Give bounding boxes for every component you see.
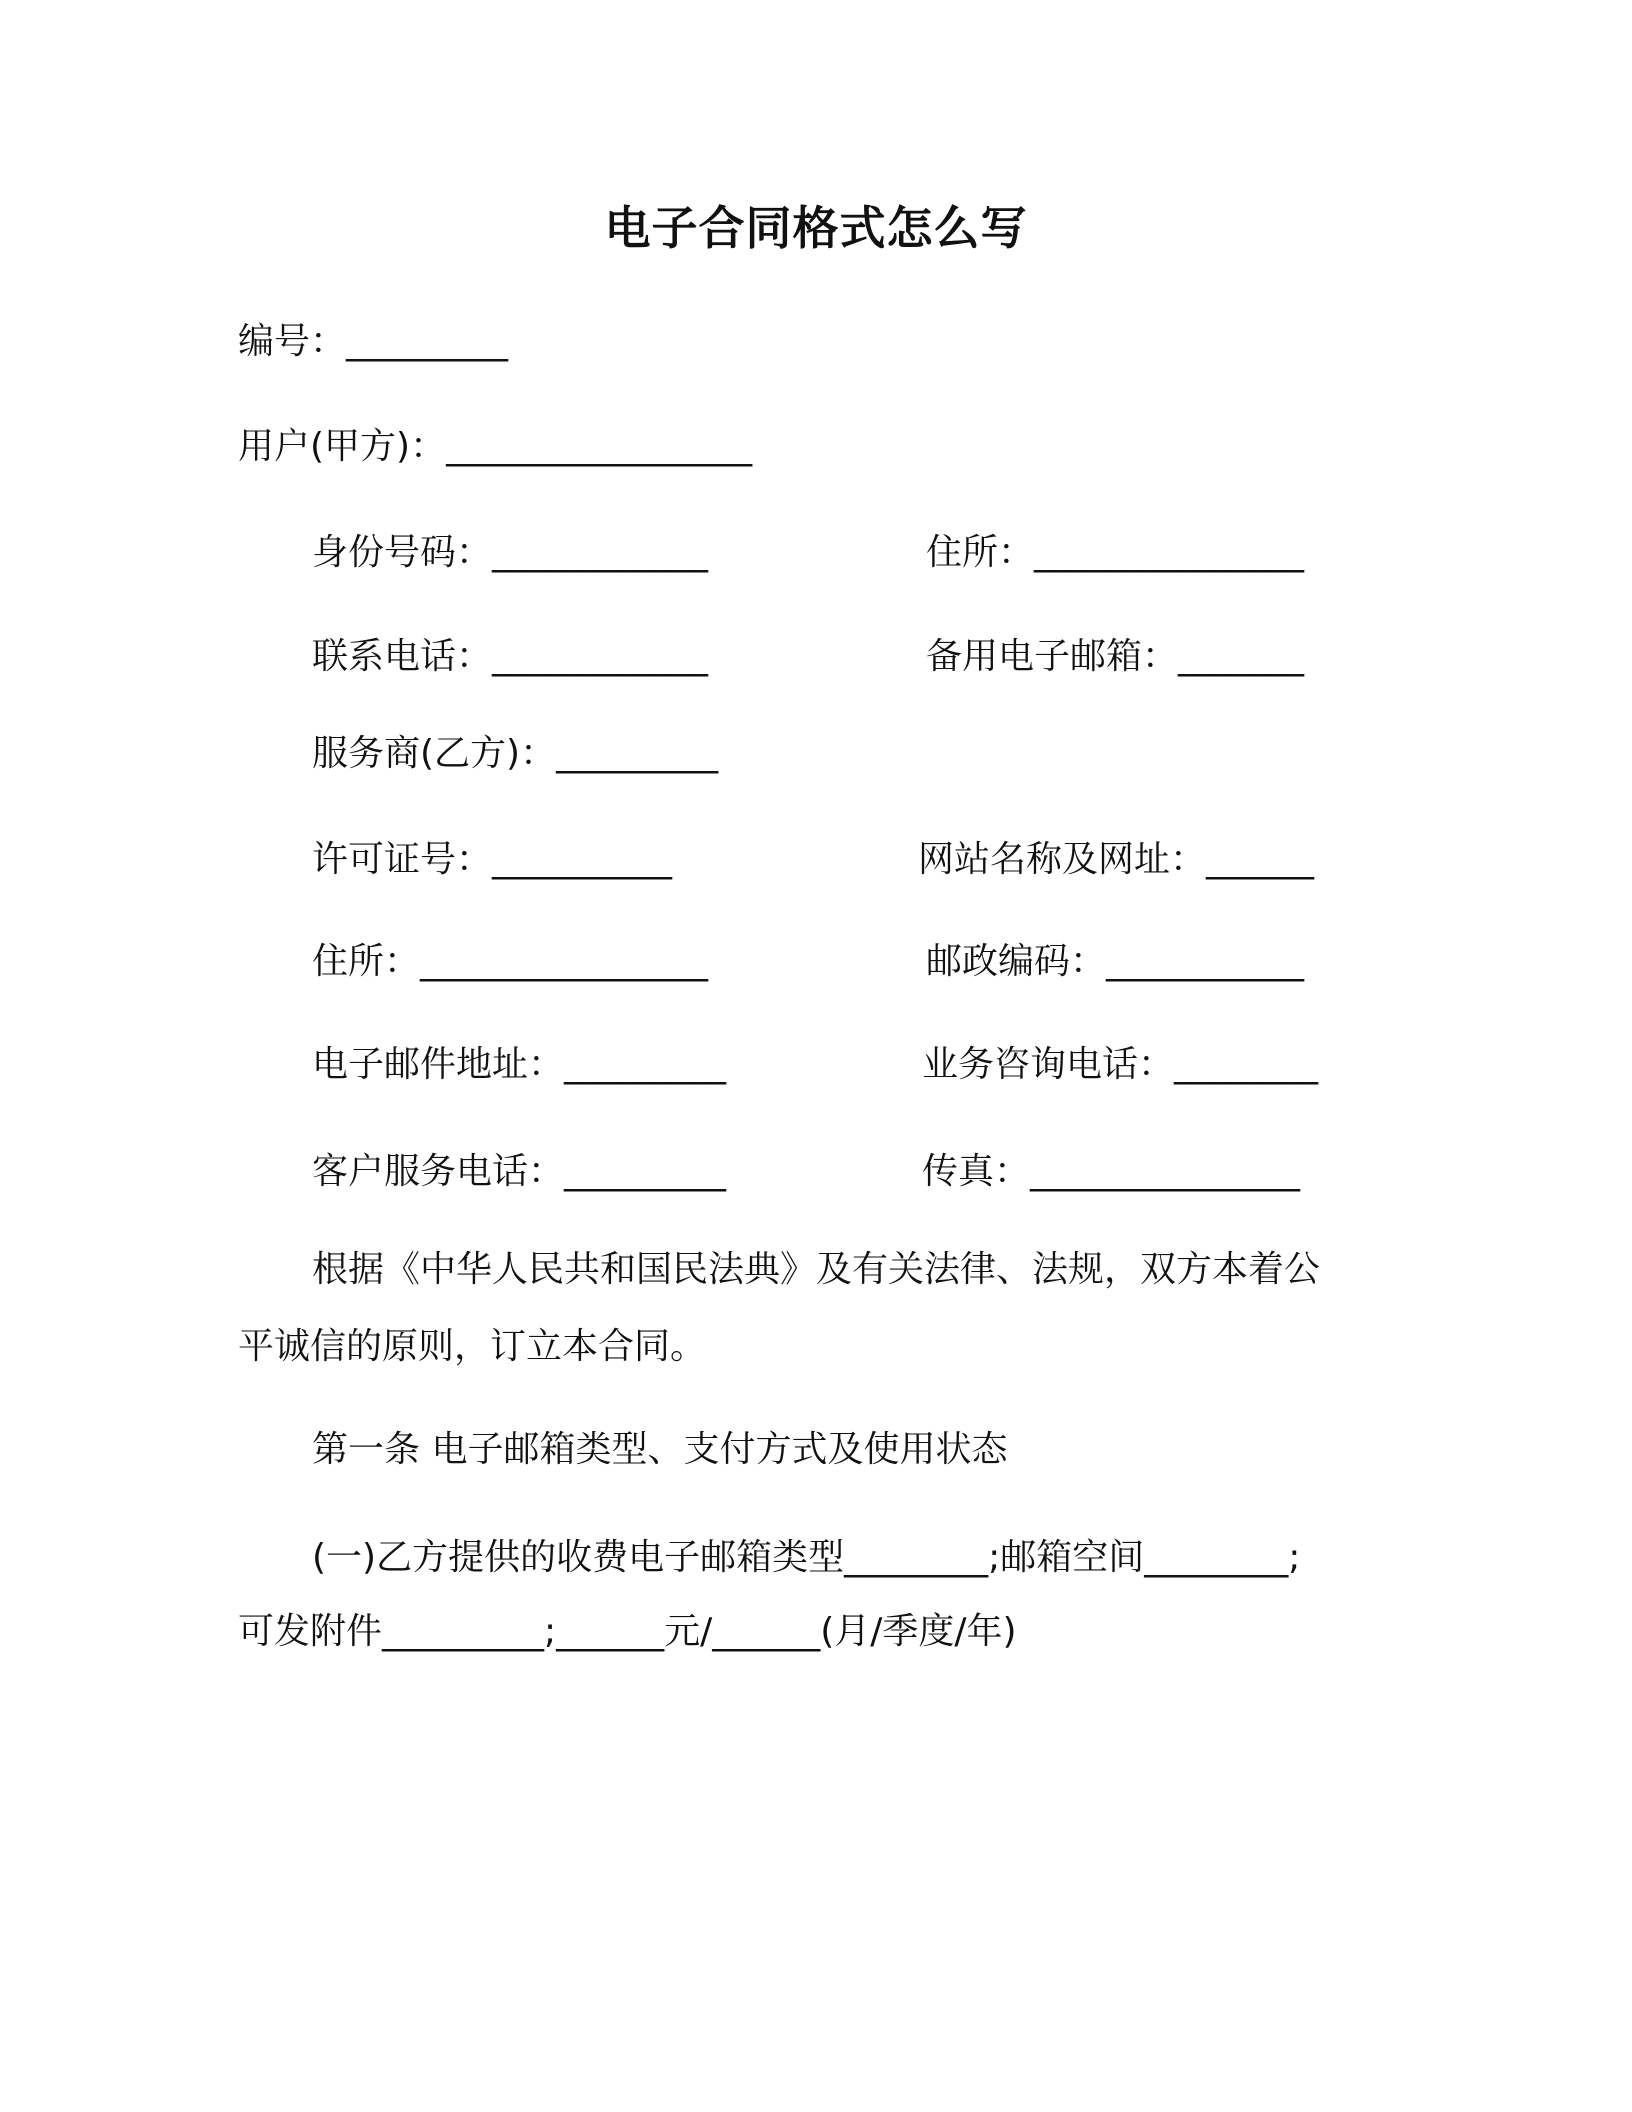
email-address-field: 电子邮件地址：_________ xyxy=(312,1044,727,1085)
article-1-clause-1-line-2: 可发附件_________;______元/______(月/季度/年) xyxy=(238,1611,1017,1652)
party-b-address-field: 住所：________________ xyxy=(312,941,709,982)
phone-field: 联系电话：____________ xyxy=(312,636,709,677)
preamble-line-2: 平诚信的原则，订立本合同。 xyxy=(238,1326,707,1367)
id-number-field: 身份号码：____________ xyxy=(312,532,709,573)
service-phone-field: 客户服务电话：_________ xyxy=(312,1151,727,1192)
preamble-line-1: 根据《中华人民共和国民法典》及有关法律、法规，双方本着公 xyxy=(312,1249,1321,1290)
postal-code-field: 邮政编码：___________ xyxy=(926,941,1305,982)
party-a-address-field: 住所：_______________ xyxy=(926,532,1305,573)
website-field: 网站名称及网址：______ xyxy=(918,839,1315,880)
business-phone-field: 业务咨询电话：________ xyxy=(922,1044,1319,1085)
party-b-header-field: 服务商(乙方)：_________ xyxy=(312,733,719,774)
article-1-clause-1-line-1: (一)乙方提供的收费电子邮箱类型________;邮箱空间________; xyxy=(312,1537,1301,1578)
party-a-user-field: 用户(甲方)：_________________ xyxy=(238,426,753,467)
license-number-field: 许可证号：__________ xyxy=(312,839,673,880)
document-title: 电子合同格式怎么写 xyxy=(604,201,1028,255)
fax-field: 传真：_______________ xyxy=(922,1151,1301,1192)
number-field: 编号：_________ xyxy=(238,321,509,362)
article-1-heading: 第一条 电子邮箱类型、支付方式及使用状态 xyxy=(312,1429,1008,1470)
backup-email-field: 备用电子邮箱：_______ xyxy=(926,636,1305,677)
